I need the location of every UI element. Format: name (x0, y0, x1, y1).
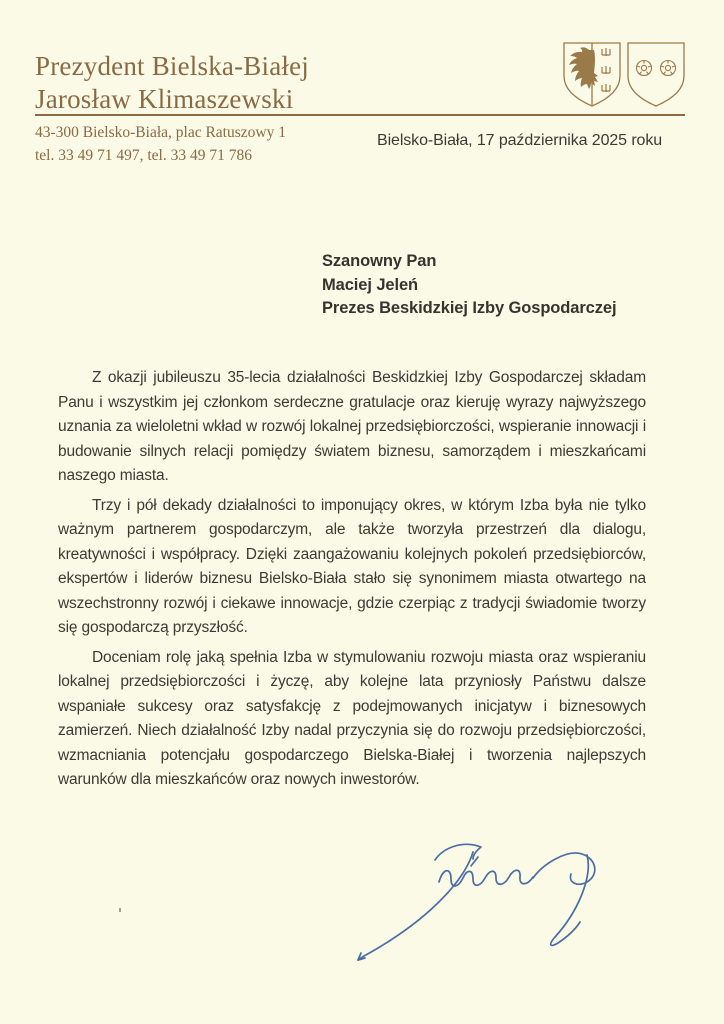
paragraph-3: Doceniam rolę jaką spełnia Izba w stymulowaniu rozwoju miasta oraz wspieraniu lokalnej przedsiębiorczości i życzę, aby kolejne lata przyniosły Państwu dalsze wspaniałe sukcesy oraz satysfakcję z podejmowanych inicjatyw i biznesowych zamierzeń. Niech działalność Izby nadal przyczynia się do rozwoju przedsiębiorczości, wzmacniania potencjału gospodarczego Bielska-Białej i tworzenia najlepszych warunków dla mieszkańców oraz nowych inwestorów. (58, 648, 646, 788)
phone-line: tel. 33 49 71 497, tel. 33 49 71 786 (35, 146, 252, 164)
sender-title: Prezydent Bielska-Białej (35, 51, 309, 81)
bielsko-biala-coat-of-arms-icon (560, 40, 690, 110)
recipient-block (322, 250, 616, 321)
date-line: Bielsko-Biała, 17 października 2025 roku (377, 132, 663, 149)
recipient-title: Prezes Beskidzkiej Izby Gospodarczej (322, 299, 617, 317)
paragraph-1: Z okazji jubileuszu 35-lecia działalności Beskidzkiej Izby Gospodarczej składam Panu i wszystkim jej członkom serdeczne gratulacje oraz kieruję wyrazy najwyższego uznania za wieloletni wkład w rozwój lokalnej przedsiębiorczości, wspieranie innowacji i budowanie silnych relacji pomiędzy światem biznesu, samorządem i mieszkańcami naszego miasta. (58, 369, 646, 484)
recipient-salutation: Szanowny Pan (322, 252, 437, 270)
letterhead (35, 50, 309, 116)
scan-speck (119, 908, 121, 912)
header-divider (35, 114, 685, 116)
recipient-name: Maciej Jeleń (322, 275, 419, 294)
paragraph-2: Trzy i pół dekady działalności to imponujący okres, w którym Izba była nie tylko ważnym partnerem gospodarczym, ale także tworzyła przestrzeń dla dialogu, kreatywności i współpracy. Dzięki zaangażowaniu kolejnych pokoleń przedsiębiorców, ekspertów i liderów biznesu Bielsko-Biała stało się synonimem miasta otwartego na wszechstronny rozwój i ciekawe innowacje, gdzie czerpiąc z tradycji świadomie tworzy się gospodarczą przyszłość. (58, 496, 646, 636)
letter-body (58, 366, 646, 798)
sender-name: Jarosław Klimaszewski (35, 84, 294, 114)
sender-address (35, 122, 286, 167)
address-line: 43-300 Bielsko-Biała, plac Ratuszowy 1 (35, 124, 286, 141)
handwritten-signature-icon (340, 828, 640, 1008)
